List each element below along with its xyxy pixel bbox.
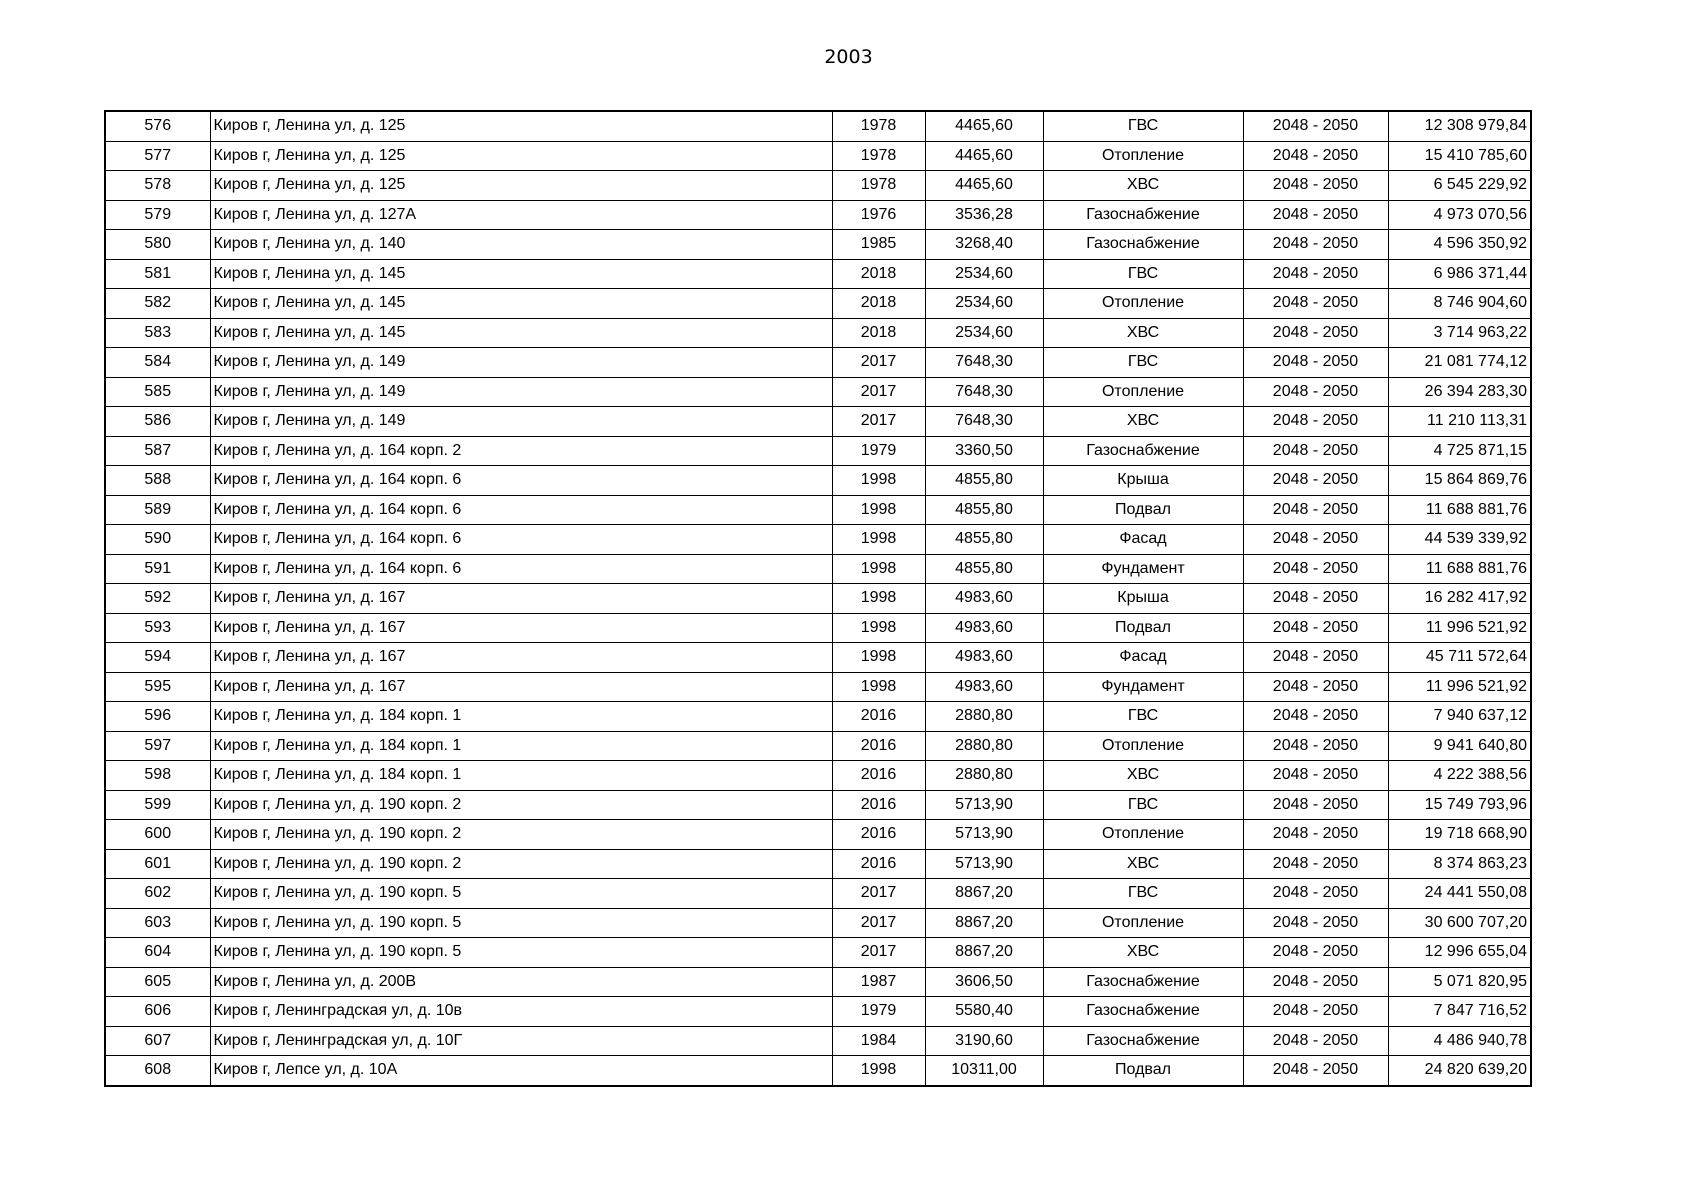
work-type-cell: Отопление: [1043, 820, 1243, 850]
period-cell: 2048 - 2050: [1243, 466, 1388, 496]
area-cell: 10311,00: [925, 1056, 1043, 1086]
work-type-cell: Крыша: [1043, 584, 1243, 614]
year-cell: 2017: [832, 938, 925, 968]
year-cell: 2018: [832, 259, 925, 289]
data-table: [104, 110, 1532, 1087]
year-cell: 1987: [832, 967, 925, 997]
year-cell: 1985: [832, 230, 925, 260]
year-cell: 2017: [832, 879, 925, 909]
work-type-cell: ХВС: [1043, 318, 1243, 348]
cost-cell: 4 596 350,92: [1388, 230, 1531, 260]
address-cell: Киров г, Ленина ул, д. 164 корп. 6: [210, 466, 832, 496]
work-type-cell: Газоснабжение: [1043, 967, 1243, 997]
table-row: [105, 466, 1531, 496]
table-row: [105, 554, 1531, 584]
address-cell: Киров г, Ленина ул, д. 190 корп. 2: [210, 849, 832, 879]
period-cell: 2048 - 2050: [1243, 879, 1388, 909]
year-cell: 2018: [832, 289, 925, 319]
cost-cell: 21 081 774,12: [1388, 348, 1531, 378]
table-row: [105, 908, 1531, 938]
area-cell: 2534,60: [925, 259, 1043, 289]
year-cell: 2016: [832, 820, 925, 850]
year-cell: 1978: [832, 141, 925, 171]
row-number-cell: 607: [105, 1026, 210, 1056]
year-cell: 1976: [832, 200, 925, 230]
year-cell: 2016: [832, 731, 925, 761]
area-cell: 4465,60: [925, 111, 1043, 141]
address-cell: Киров г, Ленина ул, д. 184 корп. 1: [210, 761, 832, 791]
address-cell: Киров г, Ленина ул, д. 149: [210, 407, 832, 437]
area-cell: 4983,60: [925, 584, 1043, 614]
row-number-cell: 585: [105, 377, 210, 407]
row-number-cell: 603: [105, 908, 210, 938]
row-number-cell: 606: [105, 997, 210, 1027]
address-cell: Киров г, Ленина ул, д. 149: [210, 348, 832, 378]
work-type-cell: ХВС: [1043, 849, 1243, 879]
cost-cell: 8 746 904,60: [1388, 289, 1531, 319]
year-cell: 1978: [832, 171, 925, 201]
table-row: [105, 200, 1531, 230]
year-cell: 1978: [832, 111, 925, 141]
table-row: [105, 141, 1531, 171]
cost-cell: 3 714 963,22: [1388, 318, 1531, 348]
area-cell: 3190,60: [925, 1026, 1043, 1056]
table-body: [105, 111, 1531, 1086]
cost-cell: 5 071 820,95: [1388, 967, 1531, 997]
address-cell: Киров г, Ленина ул, д. 190 корп. 2: [210, 820, 832, 850]
address-cell: Киров г, Ленина ул, д. 190 корп. 5: [210, 938, 832, 968]
period-cell: 2048 - 2050: [1243, 908, 1388, 938]
table-row: [105, 820, 1531, 850]
area-cell: 7648,30: [925, 377, 1043, 407]
table-row: [105, 230, 1531, 260]
cost-cell: 6 986 371,44: [1388, 259, 1531, 289]
row-number-cell: 579: [105, 200, 210, 230]
address-cell: Киров г, Лепсе ул, д. 10А: [210, 1056, 832, 1086]
work-type-cell: Подвал: [1043, 495, 1243, 525]
area-cell: 5713,90: [925, 790, 1043, 820]
address-cell: Киров г, Ленина ул, д. 125: [210, 111, 832, 141]
year-cell: 1998: [832, 672, 925, 702]
area-cell: 3268,40: [925, 230, 1043, 260]
work-type-cell: Газоснабжение: [1043, 997, 1243, 1027]
cost-cell: 11 996 521,92: [1388, 613, 1531, 643]
area-cell: 4983,60: [925, 613, 1043, 643]
row-number-cell: 594: [105, 643, 210, 673]
work-type-cell: ХВС: [1043, 938, 1243, 968]
cost-cell: 26 394 283,30: [1388, 377, 1531, 407]
address-cell: Киров г, Ленина ул, д. 200В: [210, 967, 832, 997]
period-cell: 2048 - 2050: [1243, 111, 1388, 141]
row-number-cell: 580: [105, 230, 210, 260]
period-cell: 2048 - 2050: [1243, 643, 1388, 673]
cost-cell: 4 725 871,15: [1388, 436, 1531, 466]
period-cell: 2048 - 2050: [1243, 318, 1388, 348]
table-row: [105, 849, 1531, 879]
cost-cell: 16 282 417,92: [1388, 584, 1531, 614]
period-cell: 2048 - 2050: [1243, 348, 1388, 378]
year-cell: 1998: [832, 1056, 925, 1086]
row-number-cell: 595: [105, 672, 210, 702]
table-row: [105, 1056, 1531, 1086]
row-number-cell: 600: [105, 820, 210, 850]
cost-cell: 8 374 863,23: [1388, 849, 1531, 879]
cost-cell: 11 688 881,76: [1388, 554, 1531, 584]
table-row: [105, 790, 1531, 820]
cost-cell: 11 210 113,31: [1388, 407, 1531, 437]
period-cell: 2048 - 2050: [1243, 820, 1388, 850]
row-number-cell: 593: [105, 613, 210, 643]
row-number-cell: 602: [105, 879, 210, 909]
work-type-cell: ХВС: [1043, 407, 1243, 437]
area-cell: 4855,80: [925, 466, 1043, 496]
work-type-cell: Крыша: [1043, 466, 1243, 496]
table-row: [105, 436, 1531, 466]
row-number-cell: 586: [105, 407, 210, 437]
period-cell: 2048 - 2050: [1243, 613, 1388, 643]
area-cell: 3360,50: [925, 436, 1043, 466]
address-cell: Киров г, Ленина ул, д. 145: [210, 289, 832, 319]
address-cell: Киров г, Ленина ул, д. 190 корп. 2: [210, 790, 832, 820]
address-cell: Киров г, Ленина ул, д. 164 корп. 6: [210, 554, 832, 584]
period-cell: 2048 - 2050: [1243, 259, 1388, 289]
address-cell: Киров г, Ленинградская ул, д. 10Г: [210, 1026, 832, 1056]
table-row: [105, 377, 1531, 407]
row-number-cell: 597: [105, 731, 210, 761]
table-row: [105, 731, 1531, 761]
cost-cell: 6 545 229,92: [1388, 171, 1531, 201]
page-number: 2003: [824, 46, 873, 68]
row-number-cell: 581: [105, 259, 210, 289]
work-type-cell: Газоснабжение: [1043, 1026, 1243, 1056]
address-cell: Киров г, Ленина ул, д. 167: [210, 643, 832, 673]
work-type-cell: ГВС: [1043, 259, 1243, 289]
work-type-cell: ГВС: [1043, 702, 1243, 732]
area-cell: 4855,80: [925, 554, 1043, 584]
address-cell: Киров г, Ленина ул, д. 125: [210, 141, 832, 171]
period-cell: 2048 - 2050: [1243, 938, 1388, 968]
area-cell: 7648,30: [925, 407, 1043, 437]
area-cell: 5713,90: [925, 849, 1043, 879]
period-cell: 2048 - 2050: [1243, 761, 1388, 791]
period-cell: 2048 - 2050: [1243, 790, 1388, 820]
cost-cell: 11 688 881,76: [1388, 495, 1531, 525]
area-cell: 8867,20: [925, 938, 1043, 968]
work-type-cell: Фасад: [1043, 643, 1243, 673]
row-number-cell: 608: [105, 1056, 210, 1086]
cost-cell: 7 847 716,52: [1388, 997, 1531, 1027]
cost-cell: 12 996 655,04: [1388, 938, 1531, 968]
work-type-cell: Газоснабжение: [1043, 230, 1243, 260]
row-number-cell: 577: [105, 141, 210, 171]
row-number-cell: 596: [105, 702, 210, 732]
table-row: [105, 407, 1531, 437]
work-type-cell: Фундамент: [1043, 554, 1243, 584]
work-type-cell: Отопление: [1043, 377, 1243, 407]
table-row: [105, 879, 1531, 909]
area-cell: 4983,60: [925, 672, 1043, 702]
address-cell: Киров г, Ленина ул, д. 190 корп. 5: [210, 908, 832, 938]
period-cell: 2048 - 2050: [1243, 141, 1388, 171]
year-cell: 1998: [832, 554, 925, 584]
table-row: [105, 761, 1531, 791]
table-row: [105, 495, 1531, 525]
area-cell: 2880,80: [925, 761, 1043, 791]
address-cell: Киров г, Ленина ул, д. 184 корп. 1: [210, 731, 832, 761]
period-cell: 2048 - 2050: [1243, 171, 1388, 201]
year-cell: 1979: [832, 997, 925, 1027]
area-cell: 2534,60: [925, 289, 1043, 319]
row-number-cell: 598: [105, 761, 210, 791]
work-type-cell: Газоснабжение: [1043, 200, 1243, 230]
address-cell: Киров г, Ленина ул, д. 125: [210, 171, 832, 201]
area-cell: 8867,20: [925, 879, 1043, 909]
row-number-cell: 583: [105, 318, 210, 348]
row-number-cell: 601: [105, 849, 210, 879]
table-row: [105, 702, 1531, 732]
table-row: [105, 997, 1531, 1027]
table-row: [105, 318, 1531, 348]
period-cell: 2048 - 2050: [1243, 672, 1388, 702]
work-type-cell: Газоснабжение: [1043, 436, 1243, 466]
address-cell: Киров г, Ленина ул, д. 167: [210, 613, 832, 643]
address-cell: Киров г, Ленина ул, д. 140: [210, 230, 832, 260]
period-cell: 2048 - 2050: [1243, 200, 1388, 230]
table-row: [105, 348, 1531, 378]
table-row: [105, 584, 1531, 614]
period-cell: 2048 - 2050: [1243, 407, 1388, 437]
row-number-cell: 578: [105, 171, 210, 201]
period-cell: 2048 - 2050: [1243, 495, 1388, 525]
area-cell: 4465,60: [925, 171, 1043, 201]
row-number-cell: 599: [105, 790, 210, 820]
year-cell: 1998: [832, 525, 925, 555]
table-row: [105, 938, 1531, 968]
row-number-cell: 587: [105, 436, 210, 466]
table-row: [105, 289, 1531, 319]
work-type-cell: Подвал: [1043, 1056, 1243, 1086]
year-cell: 2017: [832, 348, 925, 378]
year-cell: 2016: [832, 702, 925, 732]
address-cell: Киров г, Ленина ул, д. 164 корп. 6: [210, 525, 832, 555]
period-cell: 2048 - 2050: [1243, 554, 1388, 584]
row-number-cell: 584: [105, 348, 210, 378]
year-cell: 1984: [832, 1026, 925, 1056]
year-cell: 1998: [832, 613, 925, 643]
area-cell: 4855,80: [925, 495, 1043, 525]
address-cell: Киров г, Ленина ул, д. 167: [210, 672, 832, 702]
period-cell: 2048 - 2050: [1243, 702, 1388, 732]
work-type-cell: Отопление: [1043, 731, 1243, 761]
year-cell: 1998: [832, 466, 925, 496]
work-type-cell: Отопление: [1043, 289, 1243, 319]
table-row: [105, 672, 1531, 702]
table-row: [105, 613, 1531, 643]
period-cell: 2048 - 2050: [1243, 967, 1388, 997]
work-type-cell: ГВС: [1043, 348, 1243, 378]
area-cell: 2880,80: [925, 731, 1043, 761]
period-cell: 2048 - 2050: [1243, 1056, 1388, 1086]
area-cell: 3536,28: [925, 200, 1043, 230]
row-number-cell: 588: [105, 466, 210, 496]
address-cell: Киров г, Ленина ул, д. 145: [210, 259, 832, 289]
year-cell: 1998: [832, 584, 925, 614]
cost-cell: 44 539 339,92: [1388, 525, 1531, 555]
table-row: [105, 525, 1531, 555]
table-row: [105, 967, 1531, 997]
work-type-cell: Отопление: [1043, 141, 1243, 171]
cost-cell: 15 864 869,76: [1388, 466, 1531, 496]
year-cell: 2016: [832, 761, 925, 791]
area-cell: 4983,60: [925, 643, 1043, 673]
year-cell: 2017: [832, 377, 925, 407]
cost-cell: 24 441 550,08: [1388, 879, 1531, 909]
table-row: [105, 643, 1531, 673]
work-type-cell: ГВС: [1043, 879, 1243, 909]
year-cell: 1998: [832, 643, 925, 673]
area-cell: 4465,60: [925, 141, 1043, 171]
year-cell: 1979: [832, 436, 925, 466]
table-row: [105, 111, 1531, 141]
area-cell: 3606,50: [925, 967, 1043, 997]
area-cell: 4855,80: [925, 525, 1043, 555]
cost-cell: 4 973 070,56: [1388, 200, 1531, 230]
year-cell: 2017: [832, 908, 925, 938]
table-row: [105, 171, 1531, 201]
row-number-cell: 582: [105, 289, 210, 319]
address-cell: Киров г, Ленина ул, д. 164 корп. 2: [210, 436, 832, 466]
period-cell: 2048 - 2050: [1243, 997, 1388, 1027]
cost-cell: 24 820 639,20: [1388, 1056, 1531, 1086]
year-cell: 2016: [832, 849, 925, 879]
row-number-cell: 592: [105, 584, 210, 614]
cost-cell: 4 486 940,78: [1388, 1026, 1531, 1056]
address-cell: Киров г, Ленина ул, д. 184 корп. 1: [210, 702, 832, 732]
work-type-cell: Фундамент: [1043, 672, 1243, 702]
cost-cell: 30 600 707,20: [1388, 908, 1531, 938]
period-cell: 2048 - 2050: [1243, 377, 1388, 407]
table-row: [105, 1026, 1531, 1056]
work-type-cell: Подвал: [1043, 613, 1243, 643]
address-cell: Киров г, Ленина ул, д. 127А: [210, 200, 832, 230]
work-type-cell: ГВС: [1043, 111, 1243, 141]
row-number-cell: 590: [105, 525, 210, 555]
address-cell: Киров г, Ленина ул, д. 167: [210, 584, 832, 614]
area-cell: 5713,90: [925, 820, 1043, 850]
address-cell: Киров г, Ленина ул, д. 149: [210, 377, 832, 407]
year-cell: 1998: [832, 495, 925, 525]
work-type-cell: ХВС: [1043, 171, 1243, 201]
period-cell: 2048 - 2050: [1243, 1026, 1388, 1056]
period-cell: 2048 - 2050: [1243, 436, 1388, 466]
year-cell: 2016: [832, 790, 925, 820]
work-type-cell: ГВС: [1043, 790, 1243, 820]
area-cell: 8867,20: [925, 908, 1043, 938]
period-cell: 2048 - 2050: [1243, 525, 1388, 555]
area-cell: 2880,80: [925, 702, 1043, 732]
period-cell: 2048 - 2050: [1243, 731, 1388, 761]
area-cell: 7648,30: [925, 348, 1043, 378]
period-cell: 2048 - 2050: [1243, 584, 1388, 614]
cost-cell: 9 941 640,80: [1388, 731, 1531, 761]
period-cell: 2048 - 2050: [1243, 849, 1388, 879]
cost-cell: 15 410 785,60: [1388, 141, 1531, 171]
cost-cell: 12 308 979,84: [1388, 111, 1531, 141]
address-cell: Киров г, Ленинградская ул, д. 10в: [210, 997, 832, 1027]
cost-cell: 4 222 388,56: [1388, 761, 1531, 791]
row-number-cell: 589: [105, 495, 210, 525]
row-number-cell: 605: [105, 967, 210, 997]
cost-cell: 15 749 793,96: [1388, 790, 1531, 820]
address-cell: Киров г, Ленина ул, д. 190 корп. 5: [210, 879, 832, 909]
row-number-cell: 591: [105, 554, 210, 584]
cost-cell: 19 718 668,90: [1388, 820, 1531, 850]
table-row: [105, 259, 1531, 289]
period-cell: 2048 - 2050: [1243, 230, 1388, 260]
address-cell: Киров г, Ленина ул, д. 145: [210, 318, 832, 348]
cost-cell: 45 711 572,64: [1388, 643, 1531, 673]
year-cell: 2017: [832, 407, 925, 437]
work-type-cell: Фасад: [1043, 525, 1243, 555]
row-number-cell: 576: [105, 111, 210, 141]
row-number-cell: 604: [105, 938, 210, 968]
area-cell: 5580,40: [925, 997, 1043, 1027]
period-cell: 2048 - 2050: [1243, 289, 1388, 319]
year-cell: 2018: [832, 318, 925, 348]
cost-cell: 7 940 637,12: [1388, 702, 1531, 732]
area-cell: 2534,60: [925, 318, 1043, 348]
work-type-cell: ХВС: [1043, 761, 1243, 791]
work-type-cell: Отопление: [1043, 908, 1243, 938]
cost-cell: 11 996 521,92: [1388, 672, 1531, 702]
address-cell: Киров г, Ленина ул, д. 164 корп. 6: [210, 495, 832, 525]
